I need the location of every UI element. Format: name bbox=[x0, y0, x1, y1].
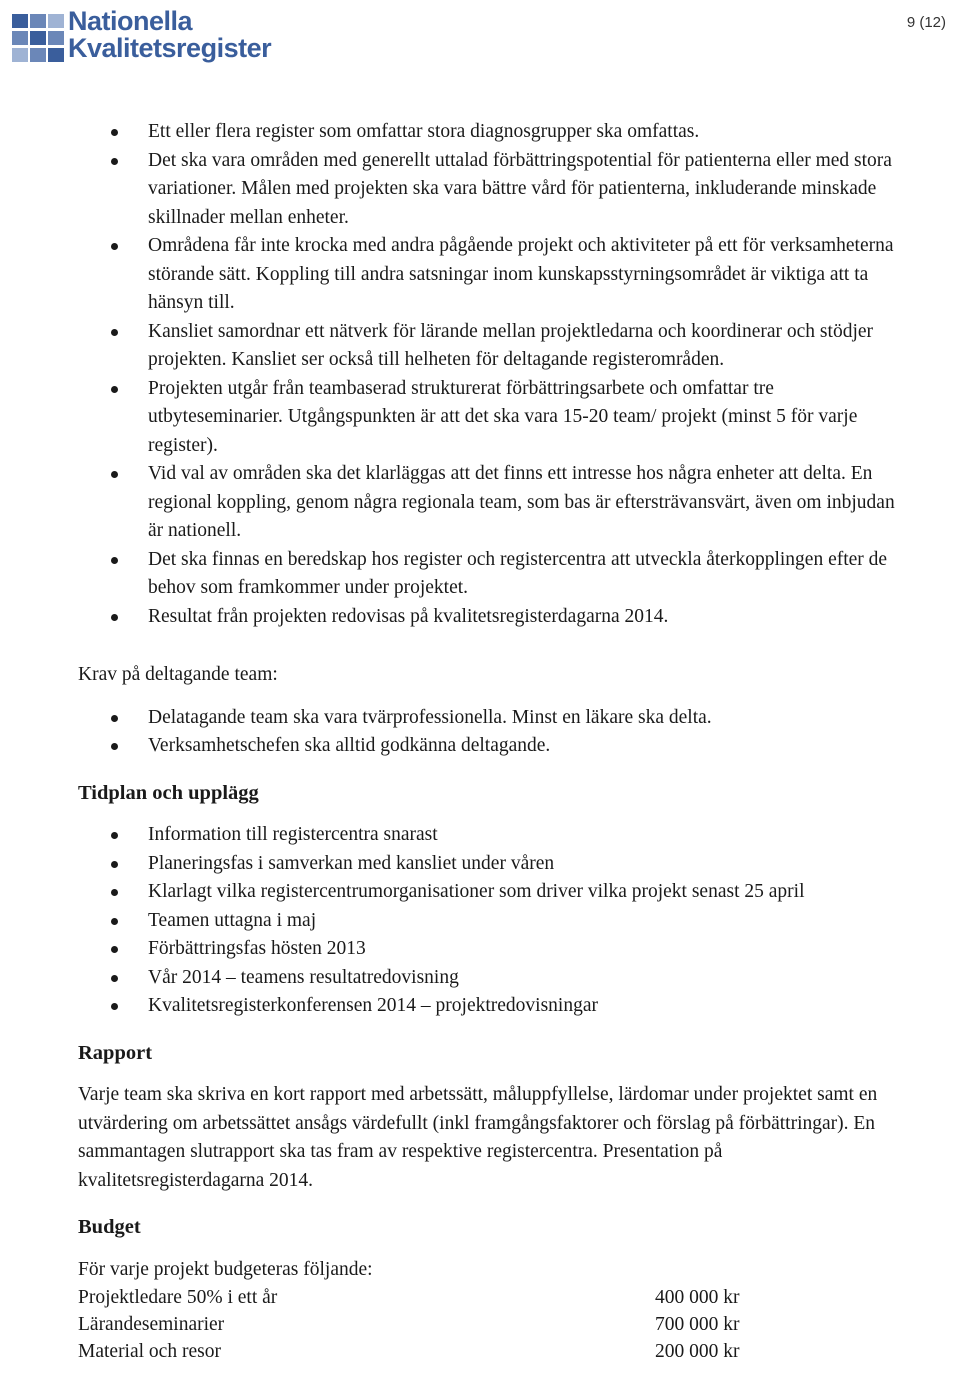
budget-item: Projektledare 50% i ett år bbox=[78, 1287, 278, 1308]
document-body bbox=[78, 118, 908, 1365]
list-item: Vår 2014 – teamens resultatredovisning bbox=[78, 964, 908, 993]
page-number: 9 (12) bbox=[906, 14, 946, 31]
budget-amount: 400 000 kr bbox=[655, 1287, 740, 1308]
budget-item: Material och resor bbox=[78, 1341, 221, 1362]
list-item: Delatagande team ska vara tvärprofessionella. Minst en läkare ska delta. bbox=[78, 704, 908, 733]
report-text: Varje team ska skriva en kort rapport med arbetssätt, måluppfyllelse, lärdomar under projektet samt en utvärdering om arbetssättet ansågs värdefullt (inkl framgångsfaktorer och förslag på förbättringar). En sammantagen slutrapport ska tas fram av respektive registercentra. Presentation på kvalitetsregisterdagarna 2014. bbox=[78, 1084, 878, 1191]
list-item: Kvalitetsregisterkonferensen 2014 – projektredovisningar bbox=[78, 992, 908, 1021]
budget-table bbox=[78, 1284, 908, 1365]
list-item: Vid val av områden ska det klarläggas att det finns ett intresse hos några enheter att delta. En regional koppling, genom några regionala team, som bas är eftersträvansvärt, även om inbjudan är nationell. bbox=[78, 460, 908, 546]
list-item: Information till registercentra snarast bbox=[78, 821, 908, 850]
list-item: Ett eller flera register som omfattar stora diagnosgrupper ska omfattas. bbox=[78, 118, 908, 147]
report-heading: Rapport bbox=[78, 1041, 153, 1064]
budget-item: Lärandeseminarier bbox=[78, 1314, 225, 1335]
criteria-list bbox=[78, 118, 908, 631]
list-item: Kansliet samordnar ett nätverk för lärande mellan projektledarna och koordinerar och stödjer projekten. Kansliet ser också till helheten för deltagande registerområden. bbox=[78, 318, 908, 375]
timeline-list bbox=[78, 821, 908, 1021]
logo bbox=[10, 8, 295, 70]
list-item: Det ska finnas en beredskap hos register och registercentra att utveckla återkopplingen efter de behov som framkommer under projektet. bbox=[78, 546, 908, 603]
budget-heading: Budget bbox=[78, 1216, 141, 1238]
register-grid-icon bbox=[12, 14, 64, 64]
list-item: Områdena får inte krocka med andra pågående projekt och aktiviteter på ett för verksamheterna störande sätt. Koppling till andra satsningar inom kunskapsstyrningsområdet är viktiga att ta hänsyn till. bbox=[78, 232, 908, 318]
budget-amount: 700 000 kr bbox=[655, 1314, 740, 1335]
budget-row bbox=[78, 1338, 908, 1365]
list-item: Projekten utgår från teambaserad strukturerat förbättringsarbete och omfattar tre utbyteseminarier. Utgångspunkten är att det ska vara 15-20 team/ projekt (minst 5 för varje register). bbox=[78, 375, 908, 461]
logo-wordmark bbox=[68, 8, 271, 62]
logo-line2: Kvalitetsregister bbox=[68, 33, 272, 63]
list-item: Verksamhetschefen ska alltid godkänna deltagande. bbox=[78, 732, 908, 761]
list-item: Planeringsfas i samverkan med kansliet under våren bbox=[78, 850, 908, 879]
team-requirements-intro: Krav på deltagande team: bbox=[78, 664, 278, 685]
team-requirements-list bbox=[78, 704, 908, 761]
list-item: Resultat från projekten redovisas på kvalitetsregisterdagarna 2014. bbox=[78, 603, 908, 632]
list-item: Klarlagt vilka registercentrumorganisationer som driver vilka projekt senast 25 april bbox=[78, 878, 908, 907]
budget-row bbox=[78, 1311, 908, 1338]
list-item: Teamen uttagna i maj bbox=[78, 907, 908, 936]
budget-intro: För varje projekt budgeteras följande: bbox=[78, 1258, 373, 1280]
logo-line1: Nationella bbox=[68, 6, 193, 36]
timeline-heading: Tidplan och upplägg bbox=[78, 781, 259, 804]
list-item: Det ska vara områden med generellt uttalad förbättringspotential för patienterna eller med stora variationer. Målen med projekten ska vara bättre vård för patienterna, inkluderande minskade skillnader mellan enheter. bbox=[78, 147, 908, 233]
budget-row bbox=[78, 1284, 908, 1311]
list-item: Förbättringsfas hösten 2013 bbox=[78, 935, 908, 964]
budget-amount: 200 000 kr bbox=[655, 1341, 740, 1362]
